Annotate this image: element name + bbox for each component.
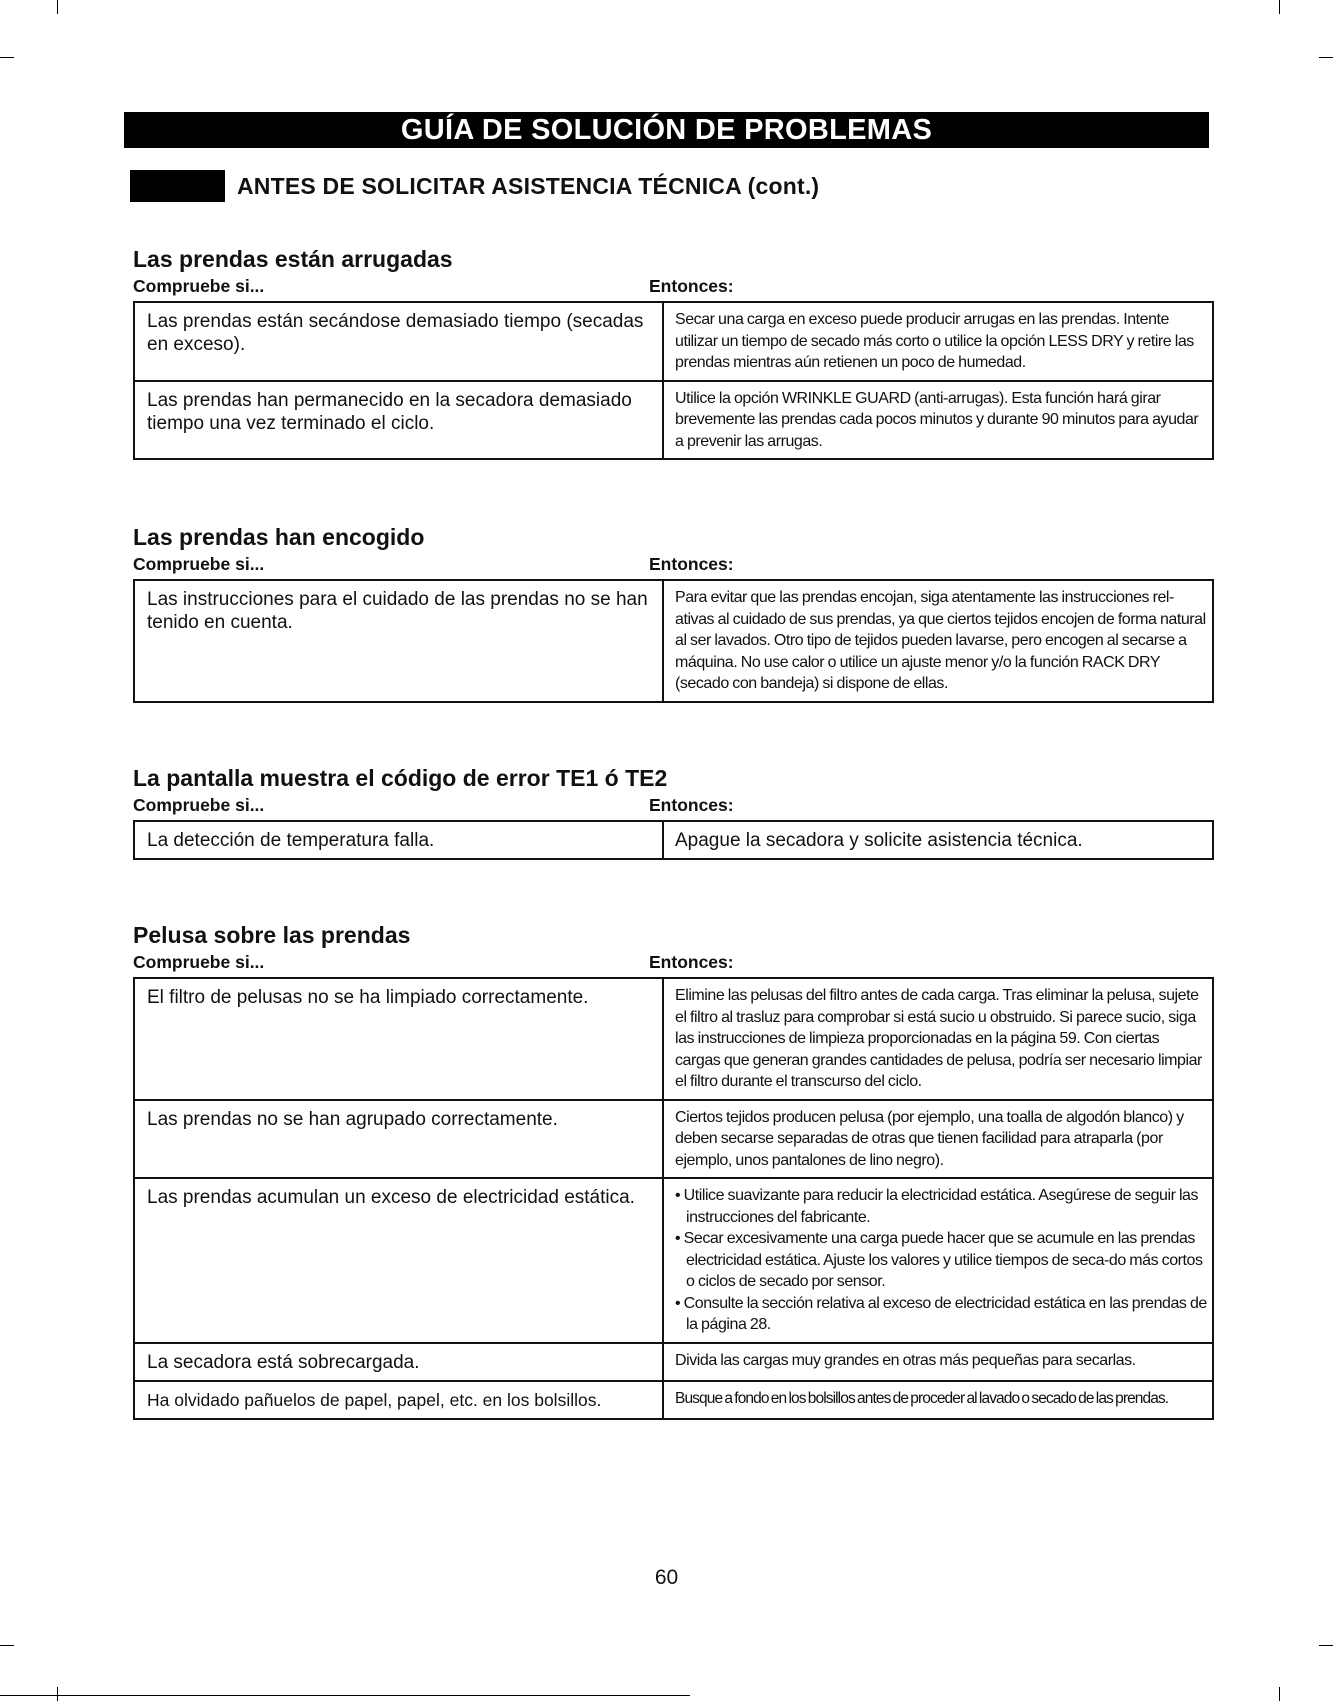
section-title: Las prendas están arrugadas [133,246,453,272]
condition-cell: El filtro de pelusas no se ha limpiado correctamente. [134,978,663,1100]
table-row [134,1178,1213,1343]
table-row [134,1381,1213,1419]
column-labels [133,950,1214,974]
table-row [134,978,1213,1100]
crop-mark [0,1645,14,1646]
section-lint [133,920,1214,1420]
page-banner-title: GUÍA DE SOLUCIÓN DE PROBLEMAS [124,112,1209,148]
column-labels [133,274,1214,298]
section-title: La pantalla muestra el código de error TE1 ó TE2 [133,765,668,791]
crop-mark [57,0,58,14]
solution-cell [663,1178,1213,1343]
condition-cell: Ha olvidado pañuelos de papel, papel, etc. en los bolsillos. [134,1381,663,1419]
condition-cell: Las prendas han permanecido en la secadora demasiado tiempo una vez terminado el ciclo. [134,381,663,460]
condition-cell: Las prendas acumulan un exceso de electricidad estática. [134,1178,663,1343]
bullet-item: • Utilice suavizante para reducir la electricidad estática. Asegúrese de seguir las instrucciones del fabricante. [675,1187,1199,1226]
section-error-code [133,763,1214,860]
crop-mark [1319,1645,1333,1646]
solution-cell: Secar una carga en exceso puede producir arrugas en las prendas. Intente utilizar un tiempo de secado más corto o utilice la opción LESS DRY y retire las prendas mientras aún retienen un poco de humedad. [663,302,1213,381]
column-labels [133,793,1214,817]
section-subheading [130,170,819,202]
then-label: Entonces: [649,276,734,296]
then-label: Entonces: [649,795,734,815]
crop-mark [0,57,14,58]
troubleshoot-table [133,977,1214,1420]
check-label: Compruebe si... [133,554,265,574]
solution-cell: Busque a fondo en los bolsillos antes de proceder al lavado o secado de las prendas. [663,1381,1213,1419]
bullet-item: • Secar excesivamente una carga puede hacer que se acumule en las prendas electricidad estática. Ajuste los valores y utilice tiempos de seca-do más cortos o ciclos de secado por sensor. [675,1230,1203,1290]
section-title: Pelusa sobre las prendas [133,922,411,948]
crop-mark [57,1687,58,1701]
table-row [134,1343,1213,1381]
condition-cell: La detección de temperatura falla. [134,821,663,859]
section-shrunk [133,522,1214,703]
table-row [134,580,1213,702]
solution-cell: Utilice la opción WRINKLE GUARD (anti-arrugas). Esta función hará girar brevemente las prendas cada pocos minutos y durante 90 minutos para ayudar a prevenir las arrugas. [663,381,1213,460]
solution-cell: Divida las cargas muy grandes en otras más pequeñas para secarlas. [663,1343,1213,1381]
table-row [134,302,1213,381]
condition-cell: Las prendas están secándose demasiado tiempo (secadas en exceso). [134,302,663,381]
solution-cell: Para evitar que las prendas encojan, siga atentamente las instrucciones rel-ativas al cuidado de sus prendas, ya que ciertos tejidos encojen de forma natural al ser lavados. Otro tipo de tejidos pueden lavarse, pero encogen al secarse a máquina. No use calor o utilice un ajuste menor y/o la función RACK DRY (secado con bandeja) si dispone de ellas. [663,580,1213,702]
subheading-marker [130,170,225,202]
section-wrinkled [133,244,1214,460]
page-number: 60 [654,1566,679,1589]
then-label: Entonces: [649,554,734,574]
table-row [134,1100,1213,1179]
table-row [134,821,1213,859]
subheading-text: ANTES DE SOLICITAR ASISTENCIA TÉCNICA (cont.) [237,172,820,199]
solution-cell: Elimine las pelusas del filtro antes de cada carga. Tras eliminar la pelusa, sujete el filtro al trasluz para comprobar si está sucio u obstruido. Si parece sucio, siga las instrucciones de limpieza proporcionadas en la página 59. Con ciertas cargas que generan grandes cantidades de pelusa, podría ser necesario limpiar el filtro durante el transcurso del ciclo. [663,978,1213,1100]
solution-cell: Ciertos tejidos producen pelusa (por ejemplo, una toalla de algodón blanco) y deben secarse separadas de otras que tienen facilidad para atraparla (por ejemplo, unos pantalones de lino negro). [663,1100,1213,1179]
condition-cell: Las instrucciones para el cuidado de las prendas no se han tenido en cuenta. [134,580,663,702]
bullet-item: • Consulte la sección relativa al exceso de electricidad estática en las prendas de la página 28. [675,1294,1207,1333]
troubleshoot-table [133,579,1214,703]
table-row [134,381,1213,460]
check-label: Compruebe si... [133,795,265,815]
condition-cell: La secadora está sobrecargada. [134,1343,663,1381]
bottom-rule [0,1695,690,1696]
check-label: Compruebe si... [133,952,265,972]
crop-mark [1319,57,1333,58]
then-label: Entonces: [649,952,734,972]
troubleshoot-table [133,301,1214,460]
check-label: Compruebe si... [133,276,265,296]
troubleshoot-table [133,820,1214,860]
column-labels [133,552,1214,576]
crop-mark [1279,1687,1280,1701]
condition-cell: Las prendas no se han agrupado correctamente. [134,1100,663,1179]
solution-cell: Apague la secadora y solicite asistencia técnica. [663,821,1213,859]
section-title: Las prendas han encogido [133,524,425,550]
crop-mark [1279,0,1280,14]
